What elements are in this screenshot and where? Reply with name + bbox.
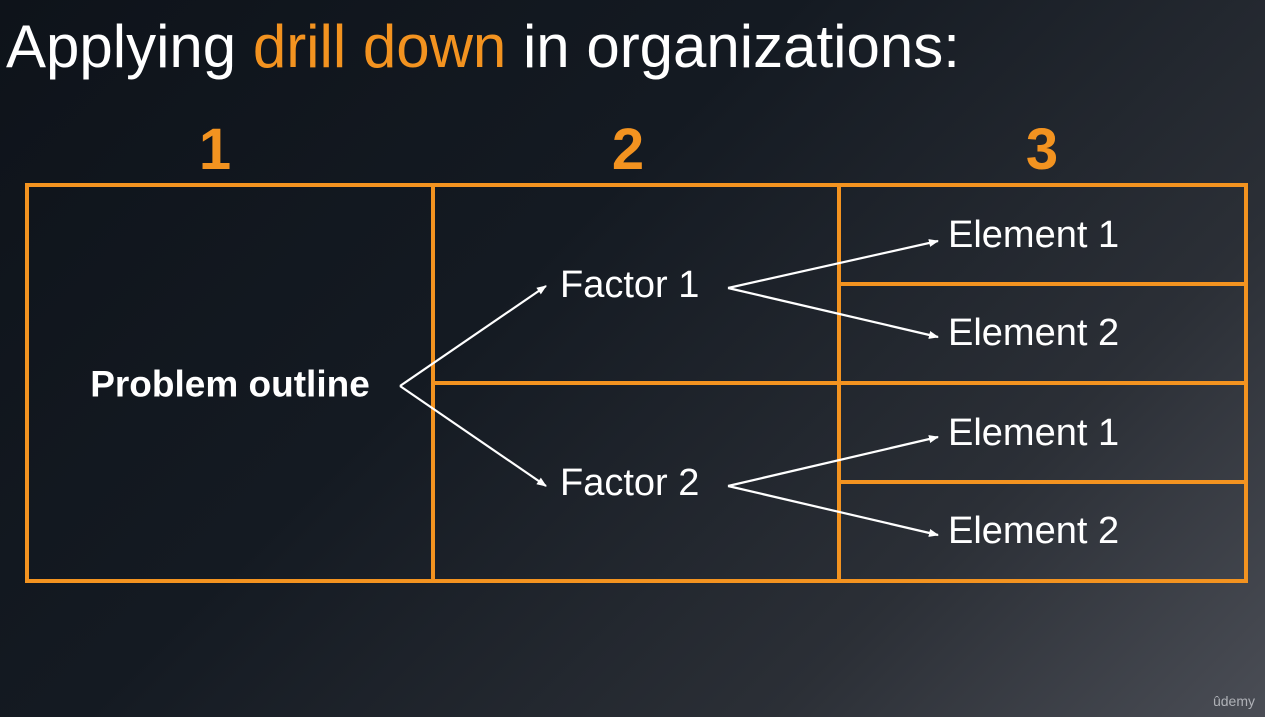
problem-outline-label: Problem outline bbox=[90, 363, 370, 405]
factor-1-element-2-label: Element 2 bbox=[948, 312, 1120, 354]
arrow-factor-2-to-element-1 bbox=[728, 437, 938, 486]
title-accent: drill down bbox=[252, 13, 507, 80]
factor-2-element-1-label: Element 1 bbox=[948, 412, 1120, 454]
arrow-root-to-factor-2 bbox=[400, 386, 546, 486]
arrow-factor-1-to-element-1 bbox=[728, 241, 938, 288]
title-part-2: in organizations: bbox=[506, 13, 960, 80]
udemy-watermark: ûdemy bbox=[1212, 693, 1255, 709]
factor-1-element-1-label: Element 1 bbox=[948, 214, 1120, 256]
column-number-2: 2 bbox=[611, 117, 645, 182]
column-number-3: 3 bbox=[1025, 117, 1059, 182]
arrow-factor-2-to-element-2 bbox=[728, 486, 938, 535]
factor-2-element-2-label: Element 2 bbox=[948, 510, 1120, 552]
title-part-1: Applying bbox=[6, 13, 253, 80]
arrow-root-to-factor-1 bbox=[400, 286, 546, 386]
column-number-1: 1 bbox=[198, 117, 232, 182]
factor-2-label: Factor 2 bbox=[560, 462, 700, 504]
factor-1-label: Factor 1 bbox=[560, 264, 700, 306]
arrow-factor-1-to-element-2 bbox=[728, 288, 938, 337]
